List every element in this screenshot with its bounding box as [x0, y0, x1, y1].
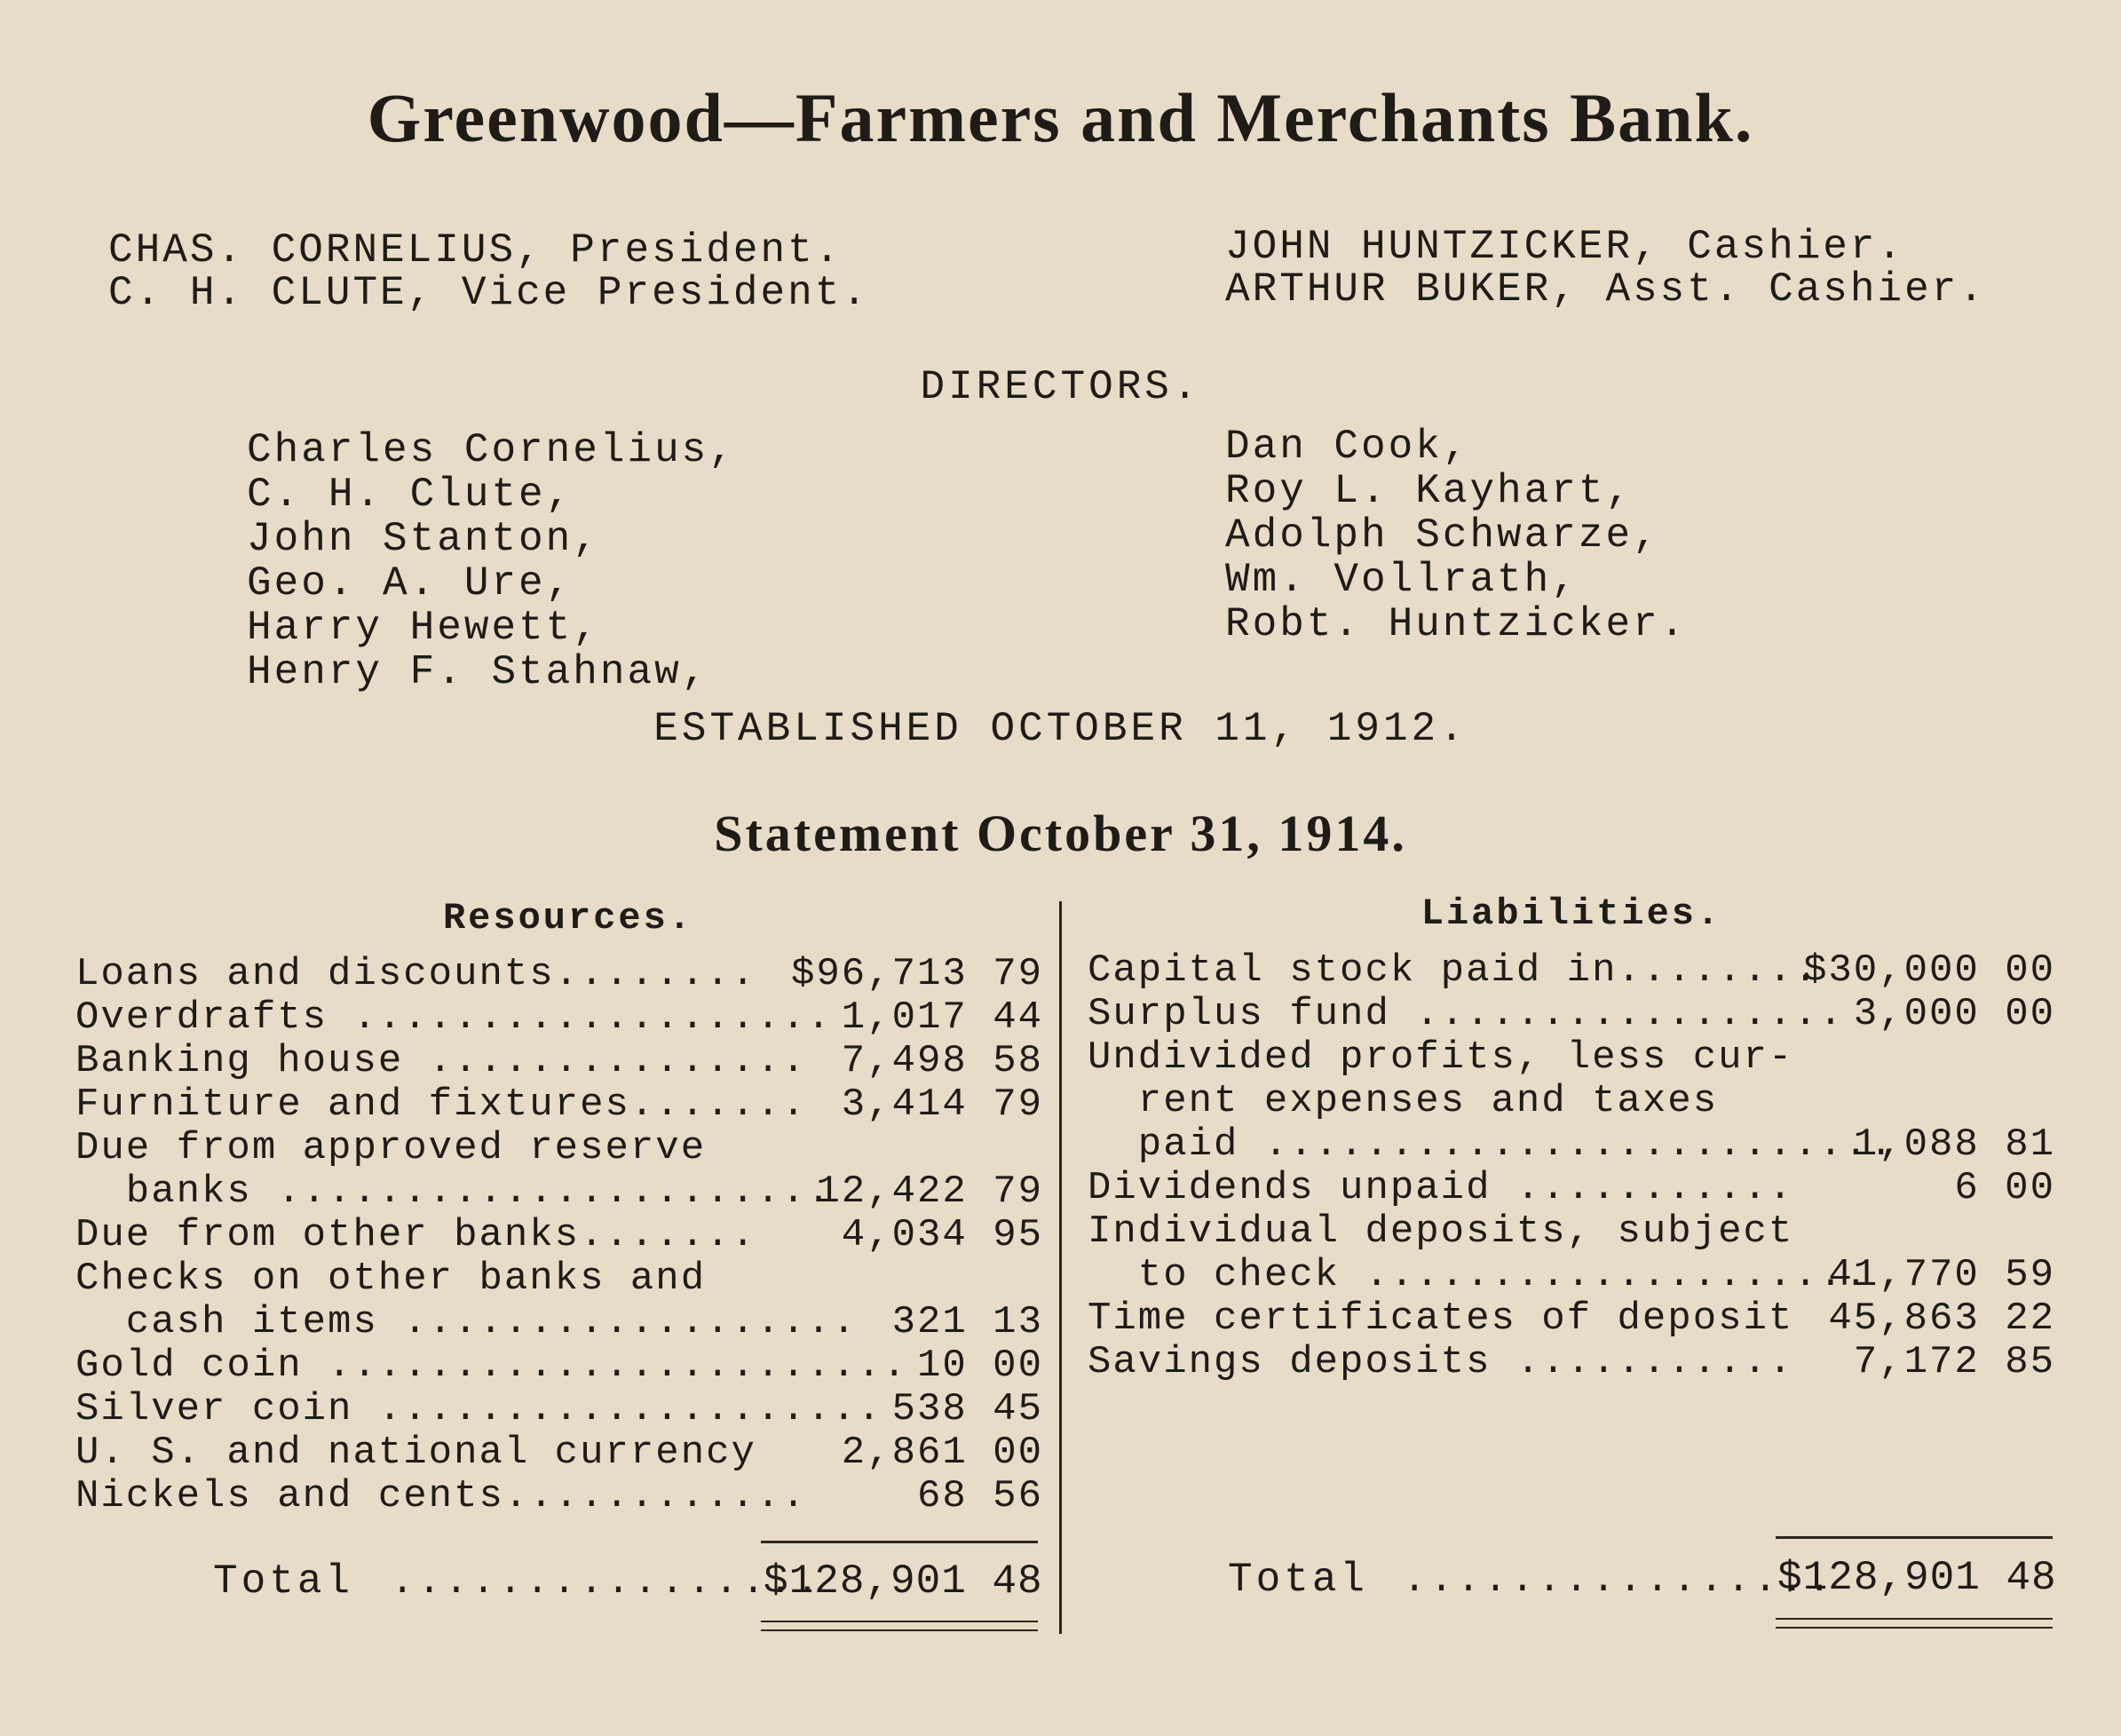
resources-total-label: Total	[213, 1558, 354, 1605]
liabilities-total-leader: ................	[1403, 1558, 1835, 1603]
table-row	[75, 1169, 1043, 1213]
director-name: Adolph Schwarze,	[1225, 512, 1660, 559]
row-amount: 68 56	[916, 1474, 1043, 1518]
column-divider	[1059, 901, 1062, 1634]
statement-title: Statement October 31, 1914.	[714, 805, 1407, 862]
row-amount: 1,088 81	[1853, 1122, 2055, 1167]
row-amount: 7,498 58	[841, 1039, 1043, 1083]
row-label: rent expenses and taxes	[1088, 1079, 1719, 1123]
officers-left	[108, 229, 869, 314]
table-row	[1088, 1209, 2055, 1253]
row-amount: 4,034 95	[841, 1213, 1043, 1257]
table-row	[1088, 992, 2055, 1035]
table-row	[75, 1344, 1043, 1387]
liabilities-table	[1088, 948, 2055, 1383]
row-label: Dividends unpaid ...........	[1088, 1166, 1794, 1210]
officer-vice-president: C. H. CLUTE, Vice President.	[108, 270, 869, 316]
table-row	[75, 952, 1043, 995]
director-name: Harry Hewett,	[247, 605, 600, 651]
row-label: U. S. and national currency	[75, 1431, 756, 1475]
row-amount: 7,172 85	[1853, 1340, 2055, 1384]
table-row	[75, 1213, 1043, 1256]
row-label: Silver coin ....................	[75, 1387, 882, 1431]
officers-right	[1225, 226, 1986, 311]
table-row	[1088, 1166, 2055, 1209]
officer-president: CHAS. CORNELIUS, President.	[108, 227, 843, 273]
row-amount: 12,422 79	[816, 1169, 1043, 1214]
row-label: Checks on other banks and	[75, 1256, 707, 1301]
row-amount: $96,713 79	[790, 952, 1043, 996]
row-amount: 1,017 44	[841, 995, 1043, 1040]
table-row	[75, 1039, 1043, 1082]
row-label: Nickels and cents............	[75, 1474, 807, 1518]
row-label: Loans and discounts........	[75, 952, 756, 996]
row-label: Overdrafts ...................	[75, 995, 833, 1040]
director-name: John Stanton,	[247, 516, 600, 562]
table-row	[1088, 1122, 2055, 1166]
directors-right-list	[1225, 424, 1687, 646]
table-row	[1088, 1340, 2055, 1383]
row-amount: 321 13	[891, 1300, 1043, 1344]
row-label: Due from other banks.......	[75, 1213, 756, 1257]
liabilities-heading: Liabilities.	[1421, 892, 1722, 935]
row-amount: 538 45	[891, 1387, 1043, 1431]
row-amount: 3,000 00	[1853, 992, 2055, 1036]
table-row	[1088, 1296, 2055, 1340]
table-row	[1088, 1079, 2055, 1122]
row-label: Savings deposits ...........	[1088, 1340, 1794, 1384]
director-name: C. H. Clute,	[247, 472, 574, 518]
officer-cashier: JOHN HUNTZICKER, Cashier.	[1225, 224, 1905, 270]
row-label: Capital stock paid in........	[1088, 948, 1819, 993]
row-label: paid .........................	[1088, 1122, 1895, 1167]
table-row	[75, 995, 1043, 1039]
table-row	[1088, 948, 2055, 992]
row-amount: 45,863 22	[1828, 1296, 2055, 1341]
row-label: Banking house ...............	[75, 1039, 807, 1083]
table-row	[75, 1387, 1043, 1431]
director-name: Wm. Vollrath,	[1225, 557, 1579, 603]
table-row	[1088, 1253, 2055, 1296]
director-name: Robt. Huntzicker.	[1225, 601, 1688, 647]
liabilities-double-rule-top	[1776, 1618, 2053, 1620]
table-row	[1088, 1035, 2055, 1079]
table-row	[75, 1082, 1043, 1126]
row-label: Surplus fund .................	[1088, 992, 1845, 1036]
director-name: Charles Cornelius,	[247, 427, 736, 473]
resources-heading: Resources.	[442, 897, 694, 939]
table-row	[75, 1431, 1043, 1474]
director-name: Roy L. Kayhart,	[1225, 468, 1634, 514]
row-label: Individual deposits, subject	[1088, 1209, 1794, 1254]
row-amount: $30,000 00	[1802, 948, 2055, 993]
table-row	[75, 1256, 1043, 1300]
officer-asst-cashier: ARTHUR BUKER, Asst. Cashier.	[1225, 266, 1986, 313]
resources-sum-rule	[761, 1541, 1038, 1543]
row-label: to check ....................	[1088, 1253, 1870, 1297]
resources-total-amount: $128,901 48	[764, 1558, 1043, 1605]
liabilities-double-rule-bottom	[1776, 1627, 2053, 1629]
row-amount: 2,861 00	[841, 1431, 1043, 1475]
table-row	[75, 1126, 1043, 1169]
row-amount: 6 00	[1954, 1166, 2055, 1210]
bank-title: Greenwood—Farmers and Merchants Bank.	[367, 79, 1754, 156]
row-label: Gold coin .......................	[75, 1344, 908, 1388]
resources-double-rule-top	[761, 1621, 1038, 1622]
directors-left-list	[247, 428, 736, 694]
row-amount: 41,770 59	[1828, 1253, 2055, 1297]
resources-double-rule-bottom	[761, 1629, 1038, 1631]
resources-total-leader: ................	[391, 1560, 823, 1605]
row-label: banks ......................	[75, 1169, 833, 1214]
established-date: ESTABLISHED OCTOBER 11, 1912.	[653, 706, 1468, 752]
row-label: cash items ..................	[75, 1300, 858, 1344]
row-label: Due from approved reserve	[75, 1126, 707, 1170]
row-amount: 10 00	[916, 1344, 1043, 1388]
resources-table	[75, 952, 1043, 1518]
row-label: Undivided profits, less cur-	[1088, 1035, 1794, 1080]
liabilities-sum-rule	[1776, 1536, 2053, 1539]
table-row	[75, 1300, 1043, 1344]
row-label: Time certificates of deposit	[1088, 1296, 1794, 1341]
director-name: Dan Cook,	[1225, 424, 1470, 470]
liabilities-total-amount: $128,901 48	[1777, 1555, 2057, 1601]
table-row	[75, 1474, 1043, 1518]
directors-heading: DIRECTORS.	[920, 364, 1201, 410]
row-label: Furniture and fixtures.......	[75, 1082, 807, 1127]
row-amount: 3,414 79	[841, 1082, 1043, 1127]
director-name: Geo. A. Ure,	[247, 560, 574, 606]
director-name: Henry F. Stahnaw,	[247, 649, 709, 695]
liabilities-total-label: Total	[1228, 1557, 1369, 1603]
